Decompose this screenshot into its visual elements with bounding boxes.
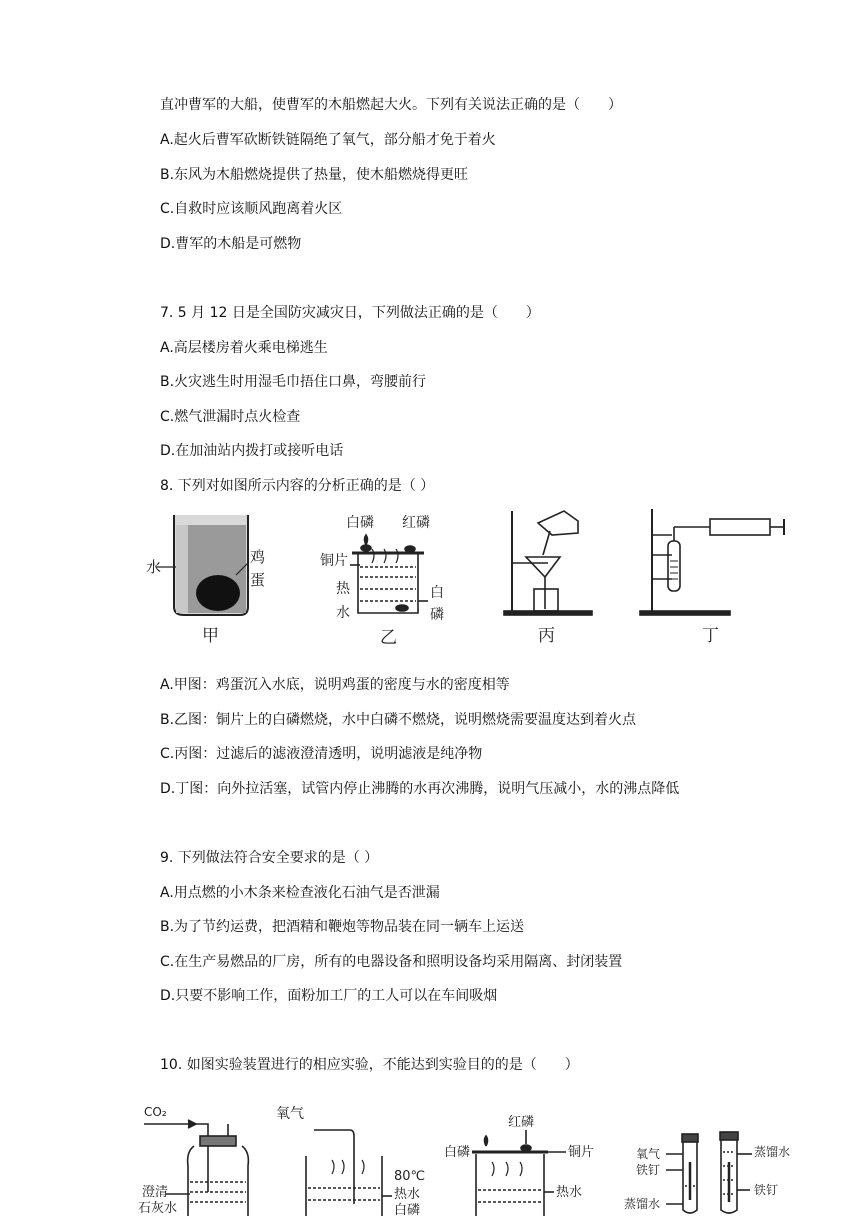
figure-c-beaker — [472, 1130, 566, 1216]
d-water-right-label: 蒸馏水 — [754, 1145, 791, 1159]
yi-white-phosphorus-label: 白磷 — [346, 515, 374, 531]
bing-caption: 丙 — [538, 626, 555, 645]
q9-stem: 9. 下列做法符合安全要求的是（ ） — [160, 850, 379, 866]
c-water-label: 热水 — [556, 1185, 583, 1200]
jia-egg-label-1: 鸡 — [250, 548, 266, 566]
jia-caption: 甲 — [202, 626, 219, 645]
figure-jia-beaker — [156, 515, 248, 615]
q7-option-d[interactable]: D.在加油站内拨打或接听电话 — [160, 443, 344, 459]
b-water-label: 热水 — [394, 1187, 421, 1202]
yi-copper-label-1: 铜 — [320, 553, 334, 569]
yi-red-phosphorus-label: 红磷 — [402, 515, 430, 531]
yi-copper-label-2: 片 — [334, 553, 348, 569]
q9-option-b[interactable]: B.为了节约运费，把酒精和鞭炮等物品装在同一辆车上运送 — [160, 919, 525, 935]
a-gas-label: CO₂ — [144, 1105, 167, 1119]
figure-b-beaker — [306, 1130, 392, 1216]
q7-stem: 7. 5 月 12 日是全国防灾减灾日，下列做法正确的是（ ） — [160, 305, 540, 321]
yi-wp-label-2: 磷 — [430, 607, 444, 623]
b-gas-label: 氧气 — [276, 1106, 304, 1122]
q6-option-c[interactable]: C.自救时应该顺风跑离着火区 — [160, 201, 343, 217]
yi-wp-label-1: 白 — [430, 585, 444, 601]
q6-stem: 直冲曹军的大船，使曹军的木船燃起大火。下列有关说法正确的是（ ） — [160, 97, 622, 113]
q6-option-b[interactable]: B.东风为木船燃烧提供了热量，使木船燃烧得更旺 — [160, 167, 469, 183]
yi-hot-label-1: 热 — [336, 581, 350, 597]
q7-option-b[interactable]: B.火灾逃生时用湿毛巾捂住口鼻，弯腰前行 — [160, 374, 427, 390]
c-copper-label: 铜片 — [568, 1145, 595, 1160]
ding-caption: 丁 — [702, 626, 719, 645]
a-liquid-label-2: 石灰水 — [138, 1201, 178, 1216]
q8-option-a[interactable]: A.甲图：鸡蛋沉入水底，说明鸡蛋的密度与水的密度相等 — [160, 677, 510, 693]
d-nail-right-label: 铁钉 — [754, 1183, 779, 1197]
q7-option-c[interactable]: C.燃气泄漏时点火检查 — [160, 409, 301, 425]
d-nail-left-label: 铁钉 — [636, 1163, 661, 1177]
q8-option-d[interactable]: D.丁图：向外拉活塞，试管内停止沸腾的水再次沸腾，说明气压减小，水的沸点降低 — [160, 781, 680, 797]
jia-water-label: 水 — [146, 558, 162, 576]
b-white-phosphorus-label: 白磷 — [394, 1203, 421, 1216]
d-water-left-label: 蒸馏水 — [624, 1197, 661, 1211]
q10-figure — [136, 1096, 806, 1216]
q8-stem: 8. 下列对如图所示内容的分析正确的是（ ） — [160, 478, 435, 494]
c-white-phosphorus-label: 白磷 — [444, 1145, 471, 1160]
d-oxygen-label: 氧气 — [636, 1147, 661, 1161]
q6-option-a[interactable]: A.起火后曹军砍断铁链隔绝了氧气，部分船才免于着火 — [160, 132, 496, 148]
b-temp-label: 80℃ — [394, 1169, 426, 1184]
yi-caption: 乙 — [380, 628, 397, 645]
figure-ding-apparatus — [640, 509, 784, 615]
q8-option-c[interactable]: C.丙图：过滤后的滤液澄清透明，说明滤液是纯净物 — [160, 746, 483, 762]
q6-option-d[interactable]: D.曹军的木船是可燃物 — [160, 236, 302, 252]
q8-figure — [140, 505, 800, 645]
q8-option-b[interactable]: B.乙图：铜片上的白磷燃烧，水中白磷不燃烧，说明燃烧需要温度达到着火点 — [160, 712, 637, 728]
c-red-phosphorus-label: 红磷 — [508, 1115, 535, 1130]
jia-egg-label-2: 蛋 — [250, 571, 266, 589]
q9-option-d[interactable]: D.只要不影响工作，面粉加工厂的工人可以在车间吸烟 — [160, 988, 498, 1004]
q7-option-a[interactable]: A.高层楼房着火乘电梯逃生 — [160, 340, 328, 356]
figure-d-test-tubes — [666, 1132, 752, 1213]
a-liquid-label-1: 澄清 — [142, 1185, 169, 1200]
figure-yi-apparatus — [350, 535, 428, 613]
figure-bing-filtration — [504, 511, 592, 615]
yi-hot-label-2: 水 — [336, 605, 350, 621]
q9-option-c[interactable]: C.在生产易燃品的厂房，所有的电器设备和照明设备均采用隔离、封闭装置 — [160, 954, 623, 970]
q10-stem: 10. 如图实验装置进行的相应实验，不能达到实验目的的是（ ） — [160, 1057, 579, 1073]
q9-option-a[interactable]: A.用点燃的小木条来检查液化石油气是否泄漏 — [160, 885, 440, 901]
